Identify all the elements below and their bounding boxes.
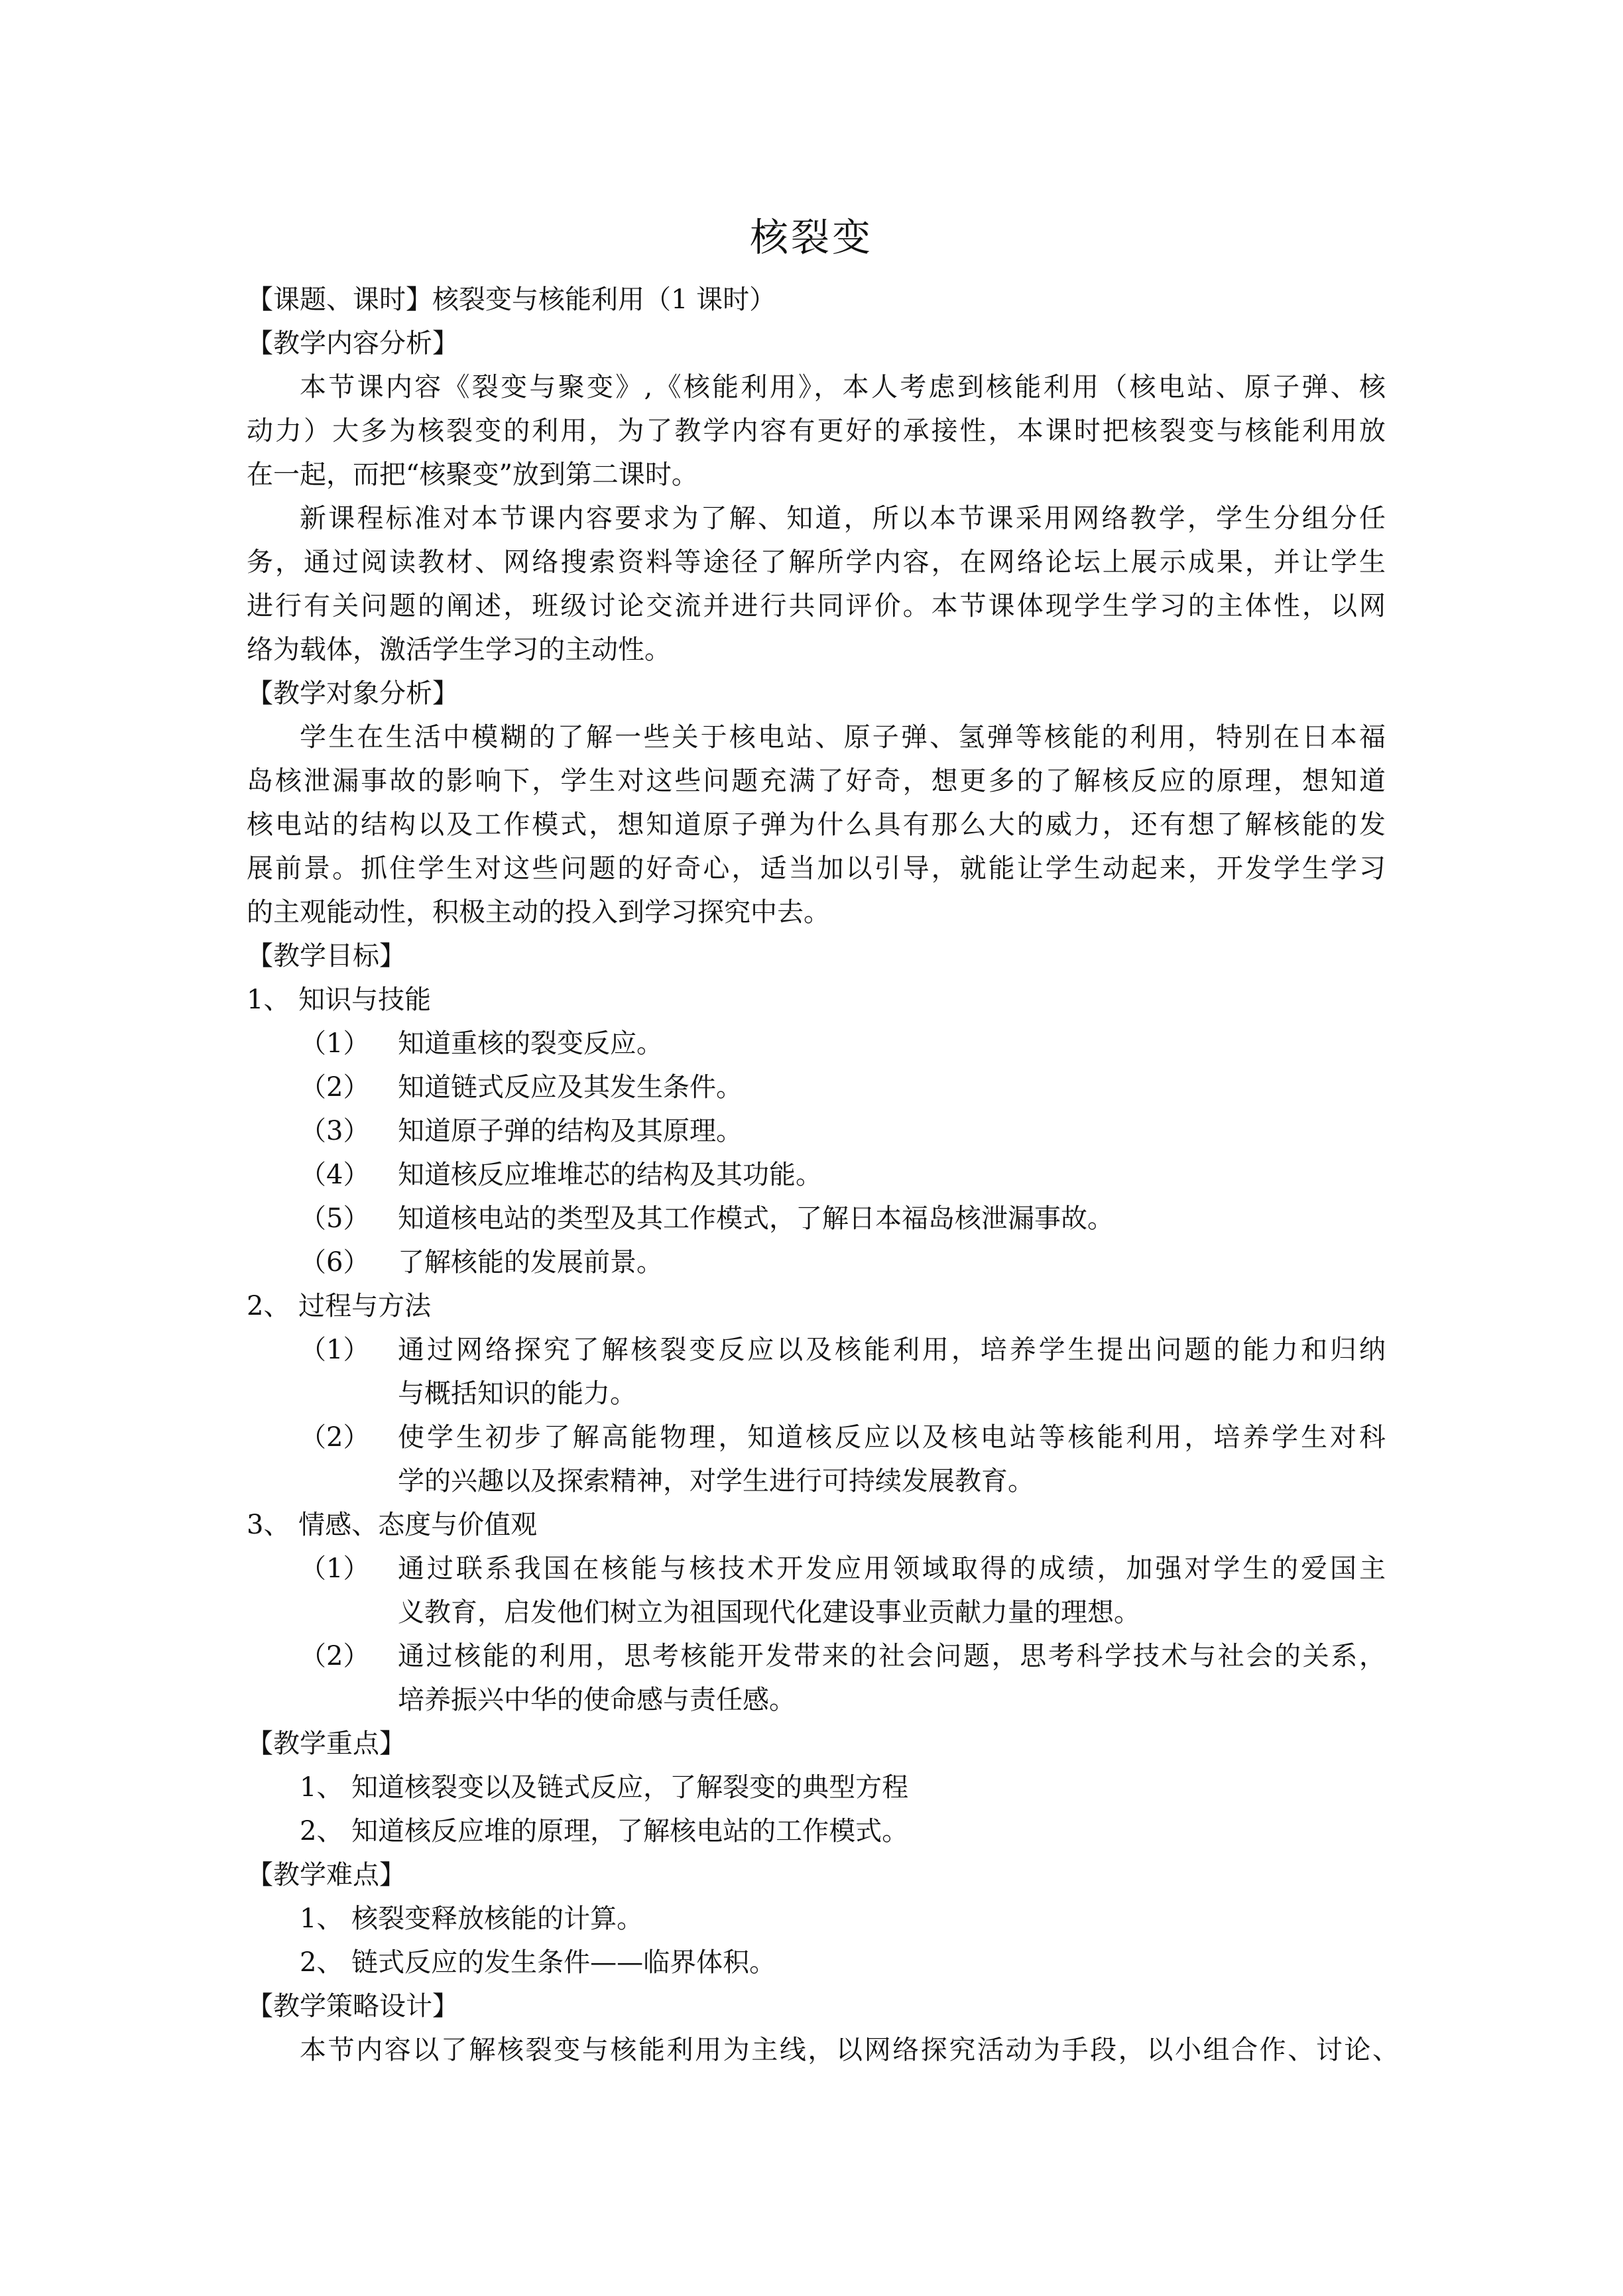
objective-item-number: （5） [300,1203,370,1234]
objective-item-text: 培养振兴中华的使命感与责任感。 [398,1685,796,1715]
content-analysis-heading: 【教学内容分析】 [247,328,459,359]
object-analysis-heading: 【教学对象分析】 [247,678,459,709]
content-analysis-p2-line: 络为载体，激活学生学习的主动性。 [247,634,671,665]
objectives-heading: 【教学目标】 [247,941,406,971]
content-analysis-p1-line: 在一起，而把“核聚变”放到第二课时。 [247,459,698,490]
objective-item-text: 学的兴趣以及探索精神，对学生进行可持续发展教育。 [398,1466,1034,1496]
content-analysis-p2-line: 务，通过阅读教材、网络搜索资料等途径了解所学内容，在网络论坛上展示成果，并让学生 [247,547,1386,577]
objective-group-label: 2、 过程与方法 [247,1291,432,1321]
objective-item-text: 使学生初步了解高能物理，知道核反应以及核电站等核能利用，培养学生对科 [398,1422,1386,1453]
objective-item-number: （3） [300,1116,370,1146]
objective-item-text: 知道链式反应及其发生条件。 [398,1072,743,1103]
content-analysis-p1-line: 本节课内容《裂变与聚变》,《核能利用》，本人考虑到核能利用（核电站、原子弹、核 [300,372,1386,402]
topic-line: 【课题、课时】核裂变与核能利用（1 课时） [247,284,776,315]
content-analysis-p1-line: 动力）大多为核裂变的利用，为了教学内容有更好的承接性，本课时把核裂变与核能利用放 [247,416,1386,446]
object-analysis-line: 核电站的结构以及工作模式，想知道原子弹为什么具有那么大的威力，还有想了解核能的发 [247,810,1386,840]
key-points-heading: 【教学重点】 [247,1728,406,1759]
objective-group-label: 1、 知识与技能 [247,985,432,1015]
objective-item-text: 知道核电站的类型及其工作模式，了解日本福岛核泄漏事故。 [398,1203,1114,1234]
difficulty-item: 1、 核裂变释放核能的计算。 [300,1903,644,1934]
objective-item-number: （6） [300,1247,370,1278]
content-analysis-p2-line: 进行有关问题的阐述，班级讨论交流并进行共同评价。本节课体现学生学习的主体性，以网 [247,591,1386,621]
objective-item-text: 了解核能的发展前景。 [398,1247,663,1278]
objective-item-text: 通过核能的利用，思考核能开发带来的社会问题，思考科学技术与社会的关系， [398,1641,1386,1671]
key-point-item: 1、 知道核裂变以及链式反应，了解裂变的典型方程 [300,1772,909,1803]
object-analysis-line: 学生在生活中模糊的了解一些关于核电站、原子弹、氢弹等核能的利用，特别在日本福 [300,722,1386,753]
strategy-line: 本节内容以了解核裂变与核能利用为主线，以网络探究活动为手段，以小组合作、讨论、 [300,2035,1399,2065]
objective-item-number: （1） [300,1028,370,1059]
objective-item-number: （1） [300,1553,370,1584]
document-title: 核裂变 [749,215,873,260]
objective-item-text: 义教育，启发他们树立为祖国现代化建设事业贡献力量的理想。 [398,1597,1140,1628]
objective-item-number: （1） [300,1335,370,1365]
objective-item-text: 与概括知识的能力。 [398,1378,636,1409]
objective-item-text: 知道核反应堆堆芯的结构及其功能。 [398,1160,822,1190]
difficulties-heading: 【教学难点】 [247,1860,406,1890]
key-point-item: 2、 知道核反应堆的原理，了解核电站的工作模式。 [300,1816,909,1846]
objective-group-label: 3、 情感、态度与价值观 [247,1510,538,1540]
object-analysis-line: 岛核泄漏事故的影响下，学生对这些问题充满了好奇，想更多的了解核反应的原理，想知道 [247,766,1386,796]
objective-item-text: 通过联系我国在核能与核技术开发应用领域取得的成绩，加强对学生的爱国主 [398,1553,1386,1584]
objective-item-number: （2） [300,1422,370,1453]
strategy-heading: 【教学策略设计】 [247,1991,459,2022]
objective-item-text: 通过网络探究了解核裂变反应以及核能利用，培养学生提出问题的能力和归纳 [398,1335,1386,1365]
object-analysis-line: 展前景。抓住学生对这些问题的好奇心，适当加以引导，就能让学生动起来，开发学生学习 [247,853,1386,884]
objective-item-number: （4） [300,1160,370,1190]
objective-item-text: 知道重核的裂变反应。 [398,1028,663,1059]
objective-item-text: 知道原子弹的结构及其原理。 [398,1116,743,1146]
objective-item-number: （2） [300,1072,370,1103]
object-analysis-line: 的主观能动性，积极主动的投入到学习探究中去。 [247,897,830,928]
difficulty-item: 2、 链式反应的发生条件——临界体积。 [300,1947,776,1978]
objective-item-number: （2） [300,1641,370,1671]
content-analysis-p2-line: 新课程标准对本节课内容要求为了解、知道，所以本节课采用网络教学，学生分组分任 [300,503,1386,534]
